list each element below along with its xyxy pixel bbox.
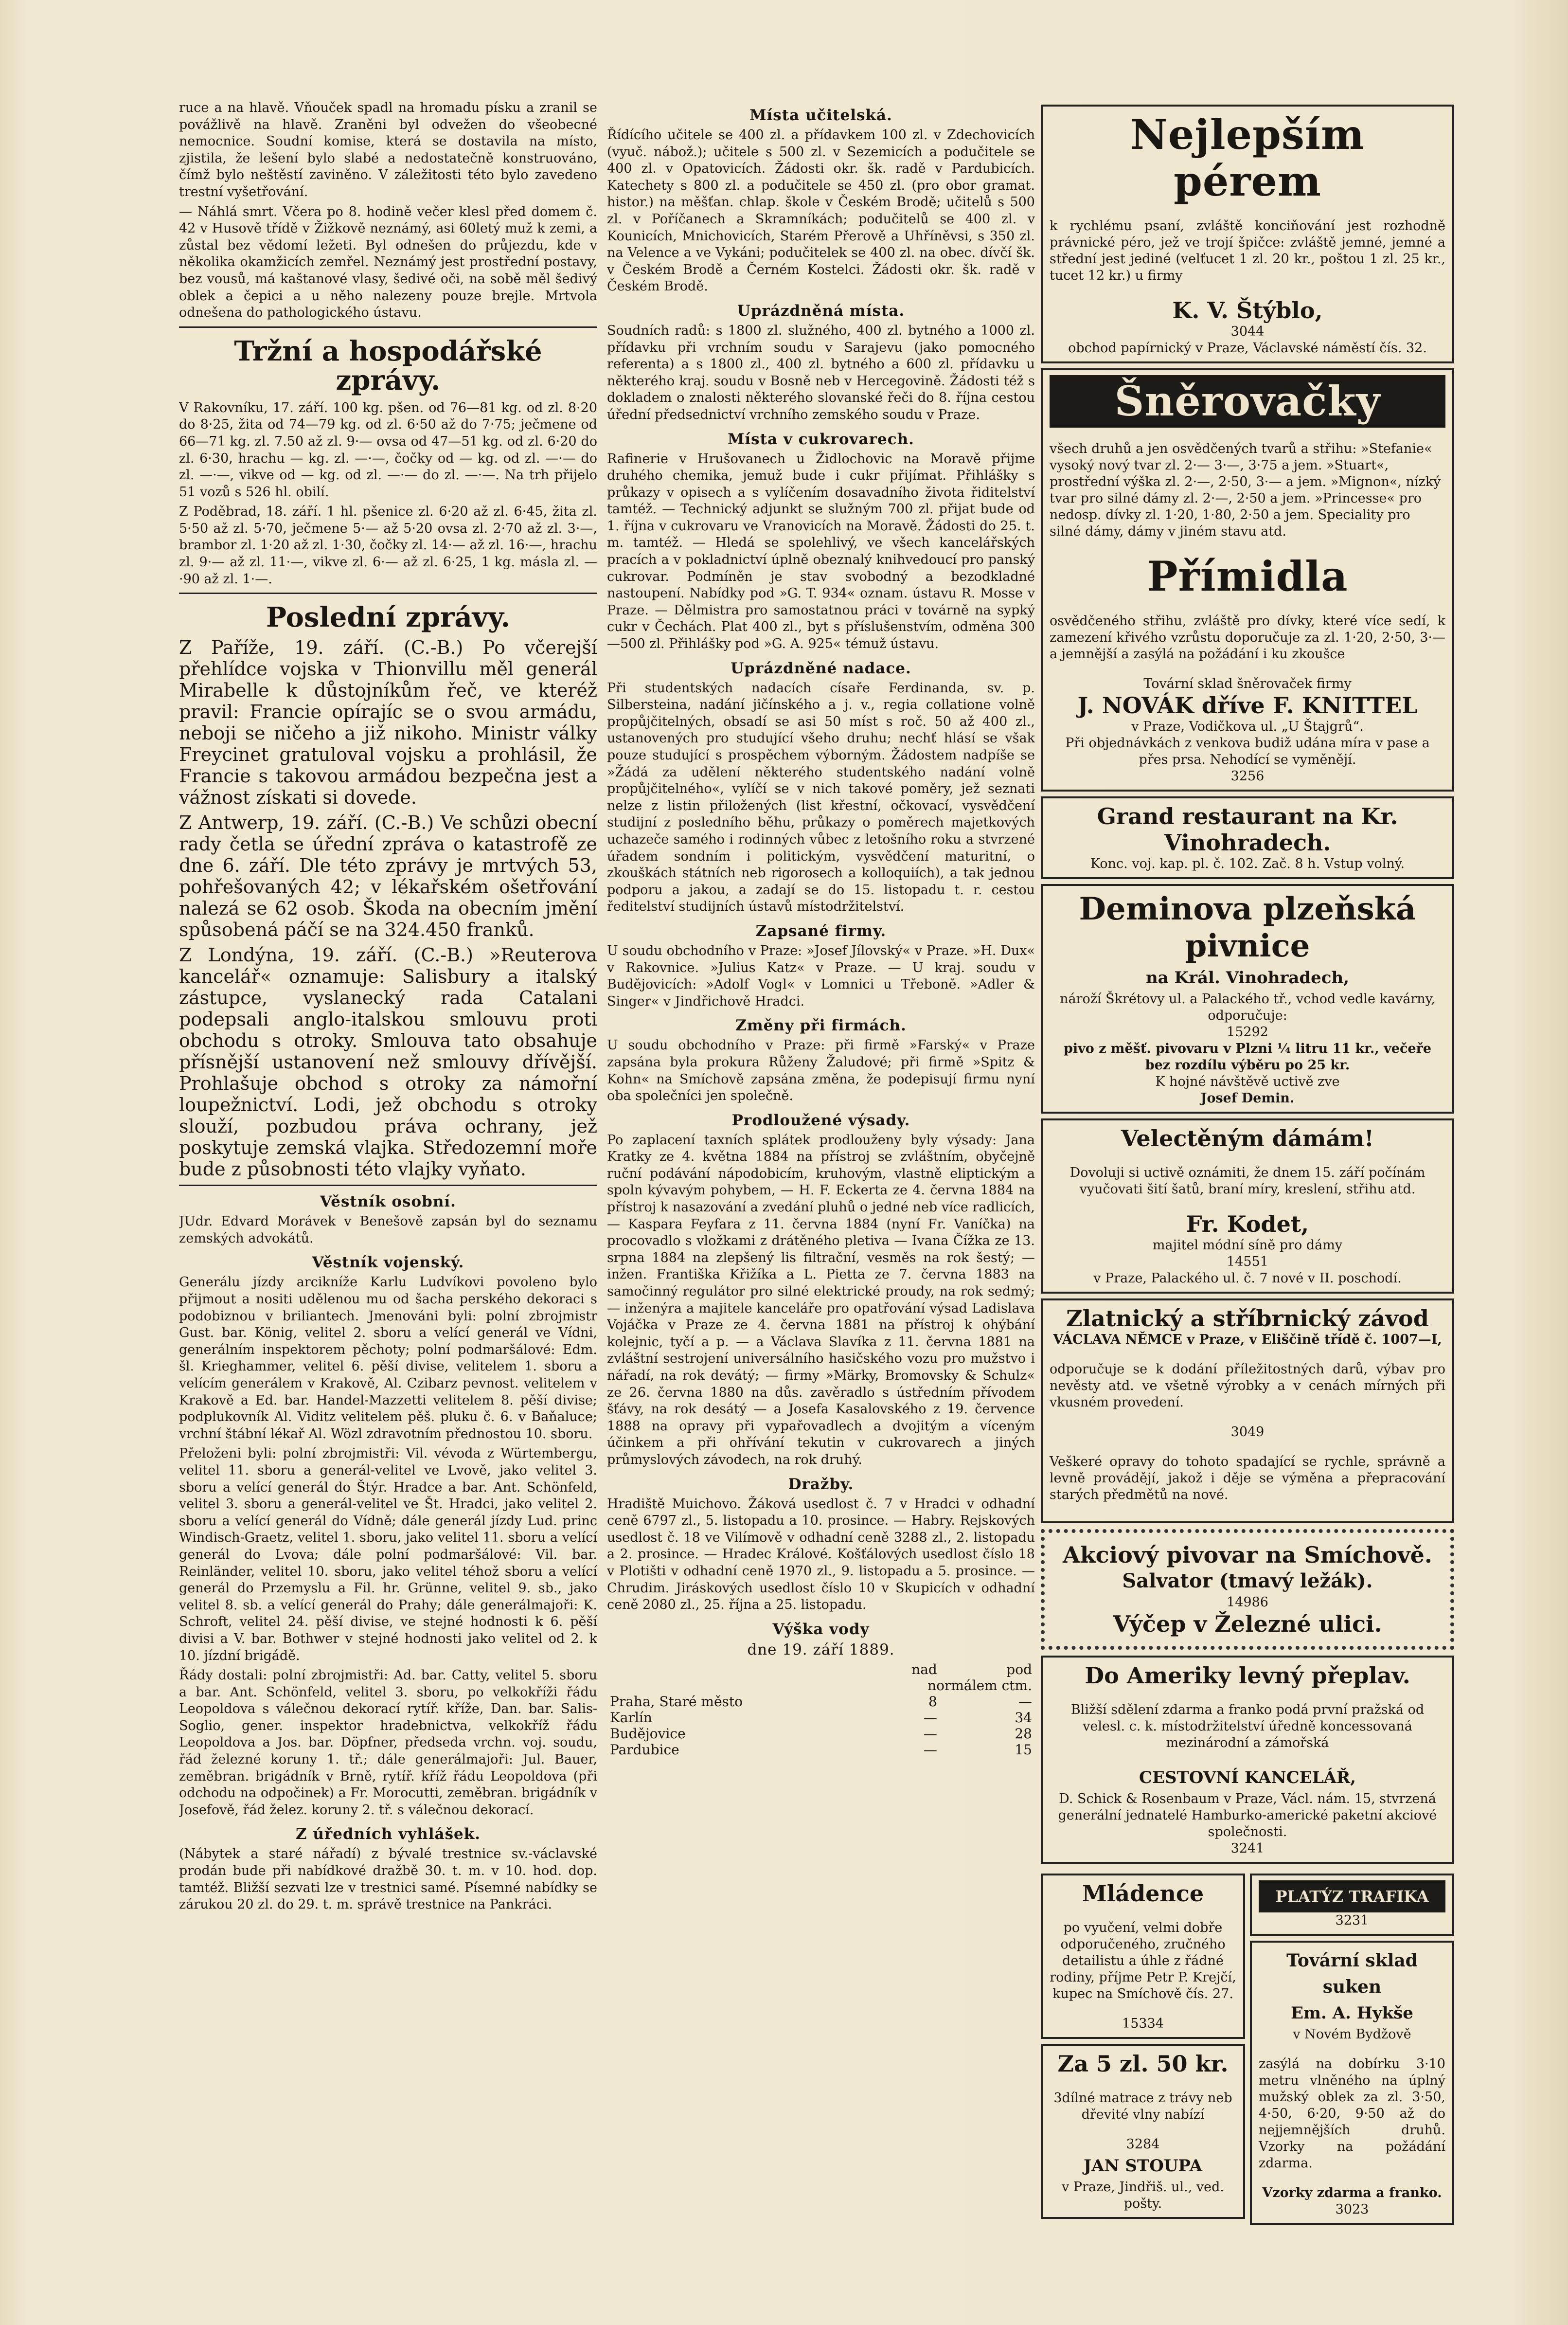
ad-brewery xyxy=(1041,1529,1454,1650)
ad-text: všech druhů a jen osvědčených tvarů a střihu: »Stefanie« vysoký nový tvar zl. 2·— 3·—, 3·75 a jem. »Stuart«, prostřední výška zl. 2·—, 2·50, 3·— a jem. »Mignon«, nízký tvar pro silné dámy zl. 2·—, 2·50 a jem. »Princesse« pro nedosp. dívky zl. 1·20, 1·80, 2·50 a jem. Speciality pro silné dámy, dámy v jiném stavu atd. xyxy=(1050,441,1441,539)
table-row xyxy=(607,1710,1035,1726)
ad-number: 14551 xyxy=(1227,1254,1268,1269)
table-cell: 34 xyxy=(1015,1709,1032,1726)
ad-apprentice xyxy=(1041,1874,1245,2039)
table-header: normálem ctm. xyxy=(927,1677,1032,1694)
ad-signature: Josef Demin. xyxy=(1200,1091,1295,1106)
ad-title: Za 5 zl. 50 kr. xyxy=(1057,2051,1229,2077)
ad-number: 3284 xyxy=(1126,2137,1160,2152)
section-heading: Tržní a hospodářské zprávy. xyxy=(234,335,542,397)
ad-text: Veškeré opravy do tohoto spadající se rychle, správně a levně provádějí, jakož i děje se výměna a přepracování starých předmětů na nové. xyxy=(1050,1454,1445,1502)
ad-column xyxy=(1041,1869,1245,2230)
ad-text: po vyučení, velmi dobře odporučeného, zručného detailistu a úhle z řádné rodiny, příjme Petr P. Krejčí, kupec na Smíchově čís. 27. xyxy=(1050,1920,1236,2001)
ad-row xyxy=(1041,1869,1454,2230)
paragraph: Soudních radů: s 1800 zl. služného, 400 zl. bytného a 1000 zl. přídavku při vrchním soudu v Sarajevu (jako pomocného referenta) a s 1800 zl., 400 zl. bytného a 600 zl. přídavku u některého kraj. soudu v Bosně neb v Hercegovině. Žádosti též s dokladem o znalosti některého slovanské řeči do 8. října cestou úřední předsednictví vrchního zemského soudu v Praze. xyxy=(607,323,1035,422)
ad-text: Salvator (tmavý ležák). xyxy=(1122,1569,1373,1592)
ad-text: pivo z měšť. pivovaru v Plzni ¼ litru 11 kr., večeře bez rozdílu výběru po 25 kr. xyxy=(1063,1041,1432,1073)
section-heading: Dražby. xyxy=(788,1475,854,1493)
section-heading: Poslední zprávy. xyxy=(266,601,510,634)
section-heading: Prodloužené výsady. xyxy=(731,1111,910,1129)
ad-text: osvědčeného střihu, zvláště pro dívky, které více sedí, k zamezení křivého vzrůstu doporučuje za zl. 1·20, 2·50, 3·— a jemnější a zasýlá na požádání i ku zkoušce xyxy=(1050,613,1445,662)
paragraph: Rafinerie v Hrušovanech u Židlochovic na Moravě přijme druhého chemika, jemuž bude i cukr přijímat. Přihlášky s průkazy v opisech a s vylíčením dosavadního života řiditelství tamtéž. — Technický adjunkt se služným 700 zl. přijat bude od 1. října v cukrovaru ve Vranovicích na Moravě. Žádosti do 25. t. m. tamtéž. — Hledá se spolehlivý, ve všech kancelářských pracích a v pokladnictví úplně obeznalý knihvedoucí pro panský cukrovar. Podmíněn je stav svobodný a bezodkladné nastoupení. Nabídky pod »G. T. 934« oznam. ústavu R. Mosse v Praze. — Dělmistra pro samostatnou práci v továrně na sypký cukr v Čechách. Plat 400 zl., byt s příslušenstvím, odměna 300—500 zl. Přihlášky pod »G. A. 925« témuž ústavu. xyxy=(607,451,1035,652)
table-cell: — xyxy=(1018,1693,1032,1710)
ad-text: Dovoluji si uctivě oznámiti, že dnem 15. září počínám vyučovati šití šatů, braní míry, kreslení, střihu atd. xyxy=(1069,1165,1425,1197)
ad-text: 3dílné matrace z trávy neb dřevité vlny nabízí xyxy=(1053,2091,1232,2122)
ad-title: Velectěným dámám! xyxy=(1121,1125,1374,1152)
table-header-row xyxy=(607,1677,1035,1694)
ad-title: Deminova plzeňská pivnice xyxy=(1079,891,1416,964)
paragraph: Generálu jízdy arcikníže Karlu Ludvíkovi povoleno bylo přijmout a nositi udělenou mu od šacha perského dekoraci s podobiznou v briliantech. Jmenováni byli: polní zbrojmistr Gust. bar. König, velitel 2. sboru a velící generál ve Vídni, generálním inspektorem pěchoty; polní podmaršálové: Edm. šl. Krieghammer, velitel 6. pěší divise, velitelem 1. sboru a velícím generálem v Krakově, Al. Czibarz pevnost. velitelem v Krakově a Ed. bar. Handel-Mazzetti velitelem 8. pěší divise; podplukovník Al. Viditz velitelem pěš. pluku č. 6. v Baňaluce; vrchní štábní lékař Al. Wözl zdravotním přednostou 10. sboru. xyxy=(179,1275,597,1442)
ad-tobacco xyxy=(1250,1874,1454,1936)
ad-subtitle: Přímidla xyxy=(1147,552,1348,600)
water-date: dne 19. září 1889. xyxy=(747,1640,895,1658)
table-header: nad xyxy=(911,1661,937,1677)
ad-address: obchod papírnický v Praze, Václavské náměstí čís. 32. xyxy=(1068,341,1427,356)
divider xyxy=(179,326,597,328)
ad-number: 3256 xyxy=(1230,769,1265,784)
ad-note: Vzorky zdarma a franko. xyxy=(1262,2185,1442,2200)
table-header xyxy=(607,1661,845,1677)
ad-store: Tovární sklad šněrovaček firmy xyxy=(1143,676,1352,691)
table-row xyxy=(607,1694,1035,1710)
section-heading: Věstník osobní. xyxy=(320,1193,456,1211)
paragraph: Z Poděbrad, 18. září. 1 hl. pšenice zl. 6·20 až zl. 6·45, žita zl. 5·50 až zl. 5·70, ječmene 5·— až 5·20 ovsa zl. 2·70 až zl. 3·—, brambor zl. 1·20 až zl. 1·30, čočky zl. 14·— až zl. 16·—, hrachu zl. 9·— až zl. 11·—, vikve zl. 6·— až zl. 6·25, 1 kg. másla zl. —·90 až zl. 1·—. xyxy=(179,504,597,587)
column-left xyxy=(179,100,597,1916)
table-cell: Karlín xyxy=(610,1709,652,1726)
ad-office: CESTOVNÍ KANCELÁŘ, xyxy=(1139,1768,1356,1787)
section-heading: Změny při firmách. xyxy=(735,1017,907,1035)
table-row xyxy=(607,1742,1035,1758)
ad-text: K hojné návštěvě uctivě zve xyxy=(1155,1074,1340,1089)
ad-text: Bližší sdělení zdarma a franko podá první pražská od velesl. c. k. místodržitelství úředně koncessovaná mezinárodní a zámořská xyxy=(1070,1702,1425,1750)
ad-badge: PLATÝZ TRAFIKA xyxy=(1259,1880,1445,1912)
section-heading: Zapsané firmy. xyxy=(755,922,887,940)
table-cell: 8 xyxy=(928,1693,937,1710)
table-cell: Budějovice xyxy=(610,1725,686,1742)
section-heading: Výška vody xyxy=(772,1620,870,1638)
ad-firm: JAN STOUPA xyxy=(1084,2156,1202,2176)
paragraph: Při studentských nadacích císaře Ferdinanda, sv. p. Silbersteina, nadání jičínského a j. v., regia collatione volně propůjčitelných, obsadí se asi 50 míst s roč. 50 až 400 zl., ustanovených pro studující všeho druhu; nechť hlásí se však pouze studující s prospěchem výborným. Žádostem nadpíše se »Žádá za udělení některého studentského nadání volně propůjčitelného«, vylíčí se v nich takové poměry, jež seznati nelze z listin přiložených (list křestní, očkovací, vysvědčení studijní z posledního běhu, průkazy o poměrech majetkových uchazeče samého i rodinných vůbec z letošního roku a stvrzené úřadem sondním i politickým, vysvědčení maturitní, o zkouškách státních neb rigorosech a kolloquiích), a tak jednou podporu a jakou, a zadají se do 15. listopadu t. r. cestou ředitelství studijních ústavů místodržitelství. xyxy=(607,680,1035,915)
ad-text: Konc. voj. kap. pl. č. 102. Zač. 8 h. Vstup volný. xyxy=(1090,856,1405,871)
table-header-row xyxy=(607,1661,1035,1677)
paragraph: Přeloženi byli: polní zbrojmistři: Vil. vévoda z Würtembergu, velitel 11. sboru a generál-velitel ve Lvově, jako velitel 3. sboru a velící generál do Štýr. Hradce a bar. Ant. Schönfeld, velitel 3. sboru a generál-velitel ve Št. Hradci, jako velitel 2. sboru a velící generál do Vídně; dále generál jízdy Lud. princ Windisch-Graetz, velitel 1. sboru, jako velitel 11. sboru a velící generál do Lvova; dále polní podmaršálové: Vil. bar. Reinländer, velitel 10. sboru, jako velitel téhož sboru a velící generál do Przemyslu a Fil. hr. Grünne, velitel 9. sb., jako velitel 8. sb. a velící generál do Prahy; dále generálmajoři: K. Schroft, velitel 24. pěší divise, ve stejné hodnosti k 6. pěší divisi a V. bar. Bothwer v stejné hodnosti jako velitel od 2. k 10. jízdní brigádě. xyxy=(179,1446,597,1663)
ad-tailoring xyxy=(1041,1118,1454,1294)
ad-number: 14986 xyxy=(1227,1595,1268,1610)
ad-title: Akciový pivovar na Smíchově. xyxy=(1063,1542,1432,1568)
table-cell: — xyxy=(923,1709,937,1726)
ad-address: v Praze, Vodičkova ul. „U Štajgrů“. xyxy=(1131,719,1364,734)
section-heading: Uprázdněná místa. xyxy=(737,302,905,320)
ad-goldsmith xyxy=(1041,1298,1454,1523)
ad-text: zasýlá na dobírku 3·10 metru vlněného na úplný mužský oblek za zl. 3·50, 4·50, 6·20, 9·50 až do nejjemnějších druhů. Vzorky na požádání zdarma. xyxy=(1259,2056,1445,2171)
ad-role: majitel módní síně pro dámy xyxy=(1152,1238,1343,1253)
ad-title: Šněrovačky xyxy=(1050,375,1445,428)
paragraph: V Rakovníku, 17. září. 100 kg. pšen. od 76—81 kg. od zl. 8·20 do 8·25, žita od 74—79 kg. od zl. 6·50 až do 7·75; ječmene od 66—71 kg. zl. 7.50 až zl. 9·— ovsa od 47—51 kg. od zl. 6·20 do zl. 6·30, hrachu — kg. zl. —·—, čočky od — kg. od zl. —·— do zl. —·—, vikve od — kg. od zl. —·— do zl. —·—. Na trh přijelo 51 vozů s 526 hl. obilí. xyxy=(179,400,597,500)
ad-title: Tovární sklad suken xyxy=(1286,1950,1418,1997)
ad-subtitle: na Král. Vinohradech, xyxy=(1145,968,1350,988)
table-cell: — xyxy=(923,1725,937,1742)
ad-title: Grand restaurant na Kr. Vinohradech. xyxy=(1097,803,1398,856)
ad-firm: J. NOVÁK dříve F. KNITTEL xyxy=(1077,692,1418,719)
ad-cloth xyxy=(1250,1941,1454,2225)
ad-number: 3241 xyxy=(1230,1841,1265,1856)
ad-number: 3231 xyxy=(1335,1913,1369,1928)
ad-title: Mládence xyxy=(1082,1880,1204,1907)
paragraph: Z Paříže, 19. září. (C.-B.) Po včerejší přehlídce vojska v Thionvillu měl generál Mirabelle k důstojníkům řeč, ve kteréž pravil: Francie opírajíc se o svou armádu, neboji se ničeho a již nikoho. Ministr války Freycinet gratuloval vojsku a prohlásil, že Francie s takovou armádou bezpečna jest a vážnost získati si dovede. xyxy=(179,637,597,809)
paragraph: U soudu obchodního v Praze: »Josef Jílovský« v Praze. »H. Dux« v Rakovnice. »Julius Katz« v Praze. — U kraj. soudu v Budějovicích: »Adolf Vogl« v Lomnici u Třeboně. »Adler & Singer« v Jindřichově Hradci. xyxy=(607,943,1035,1009)
paragraph: Řídícího učitele se 400 zl. a přídavkem 100 zl. v Zdechovicích (vyuč. nábož.); učitele s 500 zl. v Sezemicích a podučitele se 400 zl. v Opatovicích. Žádosti okr. šk. radě v Pardubicích. Katechety s 800 zl. a podučitele se 450 zl. (pro obor gramat. histor.) na měšťan. chlap. škole v Českém Brodě; učitelů s 500 zl. v Poříčanech a Skramníkách; podučitelů se 400 zl. v Kounicích, Mnichovicích, Starém Přerově a Uhříněvsi, s 350 zl. na Velence a ve Vykáni; podučitelek se 400 zl. na obec. dívčí šk. v Českém Brodě a Černém Kostelci. Žádosti okr. šk. radě v Českém Brodě. xyxy=(607,127,1035,294)
ad-place: v Novém Bydžově xyxy=(1293,2027,1411,2042)
table-cell: — xyxy=(923,1741,937,1758)
ad-title: Zlatnický a stříbrnický závod xyxy=(1066,1305,1429,1332)
ad-number: 3044 xyxy=(1230,324,1265,339)
ad-pen xyxy=(1041,105,1454,363)
divider xyxy=(179,1185,597,1186)
paragraph: U soudu obchodního v Praze: při firmě »Farský« v Praze zapsána byla prokura Růženy Žaludové; při firmě »Spitz & Kohn« na Smíchově zapsána změna, že podepisují firmu nyní oba společníci jen společně. xyxy=(607,1038,1035,1104)
ad-title: Do Ameriky levný přeplav. xyxy=(1085,1662,1410,1689)
table-cell: Pardubice xyxy=(610,1741,679,1758)
paragraph: Po zaplacení taxních splátek prodlouženy byly výsady: Jana Kratky ze 4. května 1884 na přístroj se zvláštním, obyčejně ruční podávání nápodobicím, kruhovým, vlastně eliptickým a spoln kývavým pohybem, — H. F. Eckerta ze 4. června 1884 na přístroj k nasazování a zvedání pluhů o jedné neb více radlicích, — Kaspara Feyfara z 11. června 1884 (nyní Fr. Vaníčka) na procovadlo s vložkami z drátěného pletiva — Ivana Čížka ze 13. srpna 1884 na zlepšený lis filtrační, vesměs na rok šestý; — inžen. Františka Křižíka a L. Pietta ze 7. června 1883 na samočinný regulátor pro silné elektrické proudy, na rok sedmý; — inženýra a majitele kanceláře pro opatřování výsad Ladislava Vojáčka v Praze ze 4. června 1881 na přístroj k ohýbání kolejnic, tyčí a p. — a Václava Slavíka z 11. června 1881 na zvláštní sestrojení universálního hasičského vozu pro mužstvo i nářadí, na rok devátý; — firmy »Märky, Bromovsky & Schulz« ze 26. června 1880 na důs. zavěradlo s ústředním přívodem šťávy, na rok desátý — a Josefa Kasalovského z 19. července 1888 na opravy při vypařovadlech a dvojitým a víceným účinkem a při ohřívání tekutin v cukrovarech a jiných průmyslových závodech, na rok druhý. xyxy=(607,1132,1035,1467)
divider xyxy=(179,593,597,594)
ad-firm: Fr. Kodet, xyxy=(1186,1211,1309,1237)
ad-number: 15292 xyxy=(1227,1025,1268,1040)
paragraph: Z Londýna, 19. září. (C.-B.) »Reuterova kancelář« oznamuje: Salisbury a italský zástupce, vyslanecký rada Catalani podepsali anglo-italskou smlouvu proti obchodu s otroky. Smlouva tato obsahuje přísnější ustanovení než smlouvy dřívější. Prohlašuje obchod s otroky za námořní loupežnictví. Lodi, jež obchodu s otroky slouží, pozbudou práva ochrany, jež poskytuje zemská vlajka. Středozemní moře bude z působnosti této vlajky vyňato. xyxy=(179,944,597,1180)
paragraph: — Náhlá smrt. Včera po 8. hodině večer klesl před domem č. 42 v Husově třídě v Žižkově neznámý, asi 60letý muž k zemi, a zůstal bez vědomí ležeti. Byl odnešen do průjezdu, kde v několika okamžicích zemřel. Neznámý jest prostřední postavy, bez vousů, má kaštanové vlasy, šedivé oči, na sobě měl šedivý oblek a čepici a u něho nalezeny pouze brejle. Mrtvola odnešena do pathologického ústavu. xyxy=(179,204,597,321)
ad-address: v Praze, Palackého ul. č. 7 nové v II. poschodí. xyxy=(1093,1271,1402,1286)
column-ads xyxy=(1041,100,1454,2230)
column-middle xyxy=(607,100,1035,1758)
table-cell: 28 xyxy=(1015,1725,1032,1742)
table-header: pod xyxy=(1006,1661,1032,1677)
paragraph: Řády dostali: polní zbrojmistři: Ad. bar. Catty, velitel 5. sboru a bar. Ant. Schönfeld, velitel 3. sboru, po velkokříži řádu Leopoldova s válečnou dekorací rytíř. kříže, Dan. bar. Salis-Soglio, gener. inspektor hradebnictva, velkokříž řádu Leopoldova a Jos. bar. Döpfner, předseda vrchn. voj. soudu, řád železné koruny 1. tř.; dále generálmajoři: Jul. Bauer, zeměbran. brigádník v Brně, rytíř. kříž řádu Leopoldova (při odchodu na odpočinek) a Fr. Morocutti, zeměbran. brigádník v Josefově, řád želez. koruny 2. tř. s válečnou dekorací. xyxy=(179,1668,597,1818)
section-heading: Věstník vojenský. xyxy=(312,1254,464,1272)
ad-text: odporučuje se k dodání příležitostných darů, výbav pro nevěsty atd. ve všetně výrobky a v cenách mírných při vkusném provedení. xyxy=(1050,1362,1445,1410)
ad-number: 15334 xyxy=(1122,2016,1164,2031)
ad-title: Nejlepším pérem xyxy=(1130,110,1365,205)
table-cell: 15 xyxy=(1015,1741,1032,1758)
section-heading: Z úředních vyhlášek. xyxy=(295,1825,481,1843)
ad-number: 3023 xyxy=(1335,2202,1369,2217)
ad-firm: Em. A. Hykše xyxy=(1291,2003,1413,2023)
ad-america xyxy=(1041,1656,1454,1864)
ad-corsets xyxy=(1041,368,1454,792)
paragraph: Hradiště Muichovo. Žáková usedlost č. 7 v Hradci v odhadní ceně 6797 zl., 5. listopadu a 10. prosince. — Habry. Rejskových usedlost č. 18 ve Vilímově v odhadní ceně 3288 zl., 2. listopadu a 2. prosince. — Hradec Králové. Košťálových usedlost číslo 18 v Plotišti v odhadní ceně 1970 zl., 9. listopadu a 5. prosince. — Chrudim. Jiráskových usedlost číslo 10 v Skupicích v odhadní ceně 2080 zl., 25. října a 25. listopadu. xyxy=(607,1496,1035,1613)
paragraph: ruce a na hlavě. Vňouček spadl na hromadu písku a zranil se povážlivě na hlavě. Zraněni byl odvežen do všeobecné nemocnice. Soudní komise, která se dostavila na místo, zjistila, že lešení bylo slabé a nedostatečně konstruováno, čímž bylo neštěstí zaviněno. V záležitosti této bylo zavedeno trestní vyšetřování. xyxy=(179,100,597,199)
paragraph: JUdr. Edvard Morávek v Benešově zapsán byl do seznamu zemských advokátů. xyxy=(179,1214,597,1246)
ad-address: nároží Škrétovy ul. a Palackého tř., vchod vedle kavárny, odporučuje: xyxy=(1060,991,1435,1023)
ad-text: k rychlému psaní, zvláště konciňování jest rozhodně právnické péro, jež ve trojí špičce: zvláště jemné, jemné a střední jest jediné (velťucet 1 zl. 20 kr., poštou 1 zl. 25 kr., tucet 12 kr.) u firmy xyxy=(1050,218,1445,283)
section-heading: Místa učitelská. xyxy=(749,107,892,124)
paragraph: (Nábytek a staré nářadí) z bývalé trestnice sv.-václavské prodán bude při nabídkové dražbě 30. t. m. v 10. hod. dop. tamtéž. Bližší sezvati lze v trestnici samé. Písemné nabídky se zárukou 20 zl. do 29. t. m. správě trestnice na Pankráci. xyxy=(179,1846,597,1912)
ad-address: D. Schick & Rosenbaum v Praze, Václ. nám. 15, stvrzená generální jednatelé Hamburko-americké paketní akciové společnosti. xyxy=(1058,1791,1437,1839)
ad-column xyxy=(1250,1869,1454,2230)
ad-text: Výčep v Železné ulici. xyxy=(1113,1611,1382,1637)
ad-note: Při objednávkách z venkova budiž udána míra v pase a přes prsa. Nehodící se vyměnějí. xyxy=(1065,736,1430,767)
table-row xyxy=(607,1726,1035,1742)
ad-number: 3049 xyxy=(1230,1424,1265,1440)
paragraph: Z Antwerp, 19. září. (C.-B.) Ve schůzi obecní rady četla se úřední zpráva o katastrofě ze dne 6. září. Dle této zprávy je mrtvých 53, pohřešovaných 42; v lékařském ošetřování nalezá se 62 osob. Škoda na obecním jmění spůsobená páčí se na 324.450 franků. xyxy=(179,812,597,941)
ad-restaurant xyxy=(1041,796,1454,879)
section-heading: Místa v cukrovarech. xyxy=(728,430,914,448)
section-heading: Uprázdněné nadace. xyxy=(731,659,911,677)
ad-firm: K. V. Štýblo, xyxy=(1172,297,1323,324)
ad-pub xyxy=(1041,884,1454,1114)
table-cell: Praha, Staré město xyxy=(610,1693,743,1710)
ad-mattress xyxy=(1041,2044,1245,2219)
ad-address: v Praze, Jindřiš. ul., ved. pošty. xyxy=(1062,2180,1224,2211)
water-level-table xyxy=(607,1661,1035,1758)
ad-owner: VÁCLAVA NĚMCE v Praze, v Eliščině třídě č. 1007—I, xyxy=(1053,1332,1442,1347)
